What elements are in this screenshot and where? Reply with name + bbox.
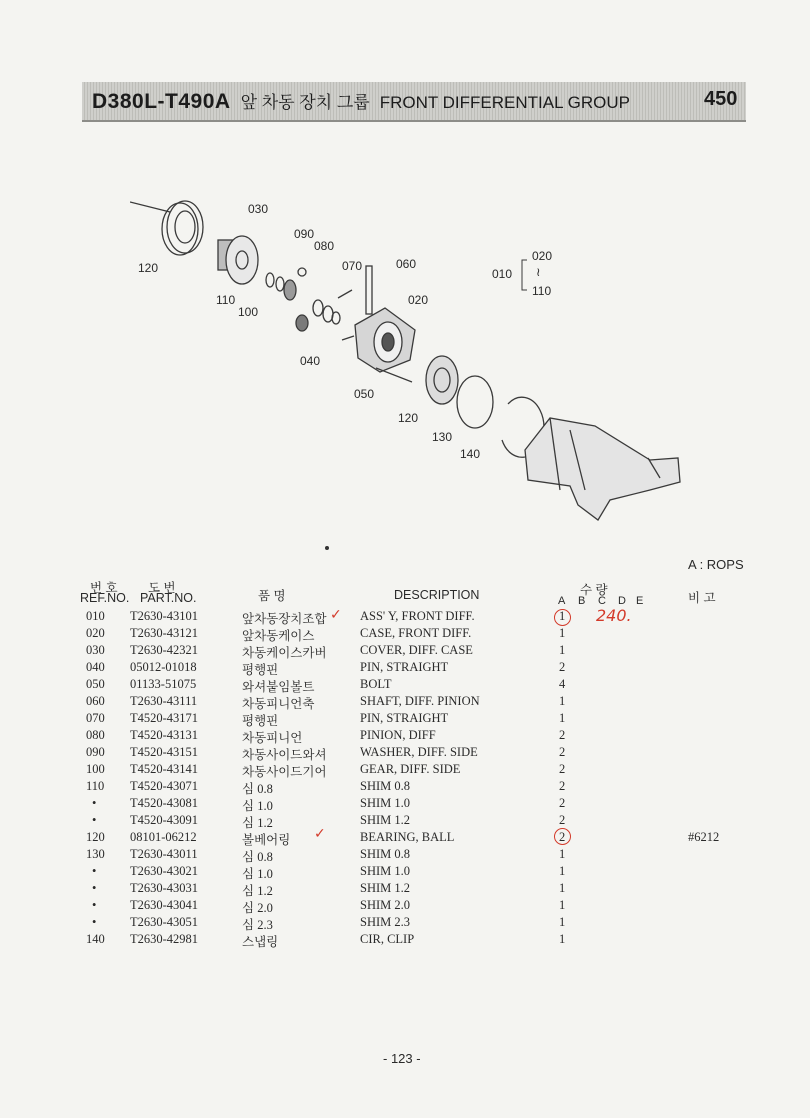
- bearing-left-drawing: [130, 201, 203, 255]
- description: SHIM 2.3: [360, 915, 411, 929]
- header-note-ko: 비 고: [688, 591, 716, 605]
- callout-120-right: 120: [398, 411, 419, 425]
- part-no: T4520-43131: [130, 728, 199, 742]
- description: PINION, DIFF: [360, 728, 436, 742]
- name-korean: 차동피니언축: [242, 697, 315, 711]
- description: BEARING, BALL: [360, 830, 455, 844]
- qty-circle-mark: [554, 828, 571, 845]
- callout-080: 080: [314, 239, 335, 253]
- part-no: T2630-43111: [130, 694, 198, 708]
- range-bracket: [522, 260, 527, 290]
- handwritten-price: 240.: [596, 606, 632, 625]
- name-korean: 심 1.2: [242, 816, 273, 830]
- check-mark-icon: ✓: [330, 607, 342, 623]
- description: SHIM 1.0: [360, 864, 411, 878]
- qty: 2: [559, 762, 566, 776]
- name-korean: 차동사이드와셔: [242, 748, 327, 762]
- name-korean: 앞차동케이스: [242, 629, 315, 643]
- qty: 1: [559, 643, 566, 657]
- header-ref-ko: 번 호: [90, 581, 118, 595]
- callout-130: 130: [432, 430, 453, 444]
- qty: 1: [559, 694, 566, 708]
- qty: 1: [559, 915, 566, 929]
- callout-060: 060: [396, 257, 417, 271]
- name-korean: 심 2.0: [242, 901, 273, 915]
- ref-no: 110: [86, 779, 105, 793]
- qty-col-b: B: [578, 595, 586, 607]
- description: SHIM 1.2: [360, 881, 411, 895]
- cover-drawing: [218, 236, 258, 284]
- range-ref: 010: [492, 267, 513, 281]
- part-no: T2630-43041: [130, 898, 199, 912]
- part-no: T4520-43081: [130, 796, 199, 810]
- name-korean: 심 1.0: [242, 867, 273, 881]
- part-no: T2630-43051: [130, 915, 199, 929]
- callout-070: 070: [342, 259, 363, 273]
- description: BOLT: [360, 677, 392, 691]
- qty: 1: [559, 711, 566, 725]
- qty: 1: [559, 881, 566, 895]
- ref-no: 090: [86, 745, 105, 759]
- callout-050: 050: [354, 387, 375, 401]
- part-no: 08101-06212: [130, 830, 197, 844]
- ref-no: 120: [86, 830, 105, 844]
- callout-120-left: 120: [138, 261, 159, 275]
- name-korean: 평행핀: [242, 714, 279, 728]
- part-no: T4520-43151: [130, 745, 199, 759]
- ref-no: •: [92, 796, 97, 810]
- speck: [325, 546, 329, 550]
- qty: 2: [559, 813, 566, 827]
- qty: 1: [559, 847, 566, 861]
- qty: 1: [559, 609, 566, 623]
- qty-col-d: D: [618, 595, 626, 607]
- qty: 4: [559, 677, 566, 691]
- part-no: T2630-43031: [130, 881, 199, 895]
- ref-no: •: [92, 864, 97, 878]
- exploded-diagram: [130, 190, 690, 530]
- description: SHIM 1.2: [360, 813, 411, 827]
- qty-col-c: C: [598, 595, 606, 607]
- model-code: D380L-T490A: [92, 90, 231, 113]
- ref-no: 060: [86, 694, 105, 708]
- ref-no: 070: [86, 711, 105, 725]
- description: WASHER, DIFF. SIDE: [360, 745, 478, 759]
- ref-no: 020: [86, 626, 105, 640]
- callout-100: 100: [238, 305, 259, 319]
- range-from: 020: [532, 249, 553, 263]
- qty-circle-mark: [554, 609, 571, 626]
- description: SHIM 0.8: [360, 779, 411, 793]
- qty: 1: [559, 898, 566, 912]
- header-part-ko: 도 번: [148, 581, 176, 595]
- header-part-en: PART.NO.: [140, 591, 197, 605]
- qty: 1: [559, 932, 566, 946]
- name-korean: 볼베어링: [242, 833, 291, 847]
- name-korean: 차동케이스카버: [242, 646, 327, 660]
- page-number: - 123 -: [383, 1051, 421, 1066]
- rops-note: A : ROPS: [688, 557, 744, 572]
- header-ref-en: REF.NO.: [80, 591, 130, 605]
- callout-110: 110: [216, 293, 236, 307]
- housing-drawing: [525, 418, 680, 520]
- ref-no: •: [92, 813, 97, 827]
- header-name-ko: 품 명: [258, 589, 286, 603]
- ref-no: 050: [86, 677, 105, 691]
- header-description: DESCRIPTION: [394, 588, 480, 602]
- name-korean: 와셔붙임볼트: [242, 680, 315, 694]
- callout-040: 040: [300, 354, 321, 368]
- description: COVER, DIFF. CASE: [360, 643, 473, 657]
- qty-col-a: A: [558, 595, 566, 607]
- part-no: T2630-42981: [130, 932, 199, 946]
- callout-030: 030: [248, 202, 269, 216]
- section-code: 450: [704, 88, 738, 110]
- ref-no: 130: [86, 847, 105, 861]
- description: PIN, STRAIGHT: [360, 711, 449, 725]
- page-title: [92, 88, 630, 114]
- qty: 2: [559, 660, 566, 674]
- check-mark-icon: ✓: [314, 826, 326, 842]
- qty: 2: [559, 745, 566, 759]
- part-no: T2630-43011: [130, 847, 198, 861]
- title-korean: 앞 차동 장치 그룹: [240, 93, 370, 112]
- note: #6212: [688, 830, 720, 844]
- qty: 2: [559, 830, 566, 844]
- name-korean: 스냅링: [242, 935, 279, 949]
- description: CASE, FRONT DIFF.: [360, 626, 472, 640]
- part-no: T2630-43121: [130, 626, 199, 640]
- part-no: T4520-43171: [130, 711, 199, 725]
- name-korean: 차동사이드기어: [242, 765, 327, 779]
- name-korean: 평행핀: [242, 663, 279, 677]
- ref-no: 100: [86, 762, 105, 776]
- case-drawing: [355, 308, 415, 372]
- description: ASS' Y, FRONT DIFF.: [360, 609, 475, 623]
- callout-140: 140: [460, 447, 481, 461]
- part-no: T4520-43091: [130, 813, 199, 827]
- part-no: T2630-42321: [130, 643, 199, 657]
- description: SHIM 1.0: [360, 796, 411, 810]
- part-no: 01133-51075: [130, 677, 197, 691]
- ref-no: 080: [86, 728, 105, 742]
- qty: 2: [559, 728, 566, 742]
- callout-090: 090: [294, 227, 315, 241]
- qty: 2: [559, 779, 566, 793]
- qty: 1: [559, 626, 566, 640]
- qty: 1: [559, 864, 566, 878]
- header-qty-ko: 수 량: [580, 583, 608, 597]
- ref-no: 010: [86, 609, 105, 623]
- ref-no: 140: [86, 932, 105, 946]
- part-no: T4520-43071: [130, 779, 199, 793]
- description: PIN, STRAIGHT: [360, 660, 449, 674]
- qty: 2: [559, 796, 566, 810]
- description: SHIM 0.8: [360, 847, 411, 861]
- callout-020: 020: [408, 293, 429, 307]
- part-no: T2630-43101: [130, 609, 199, 623]
- name-korean: 심 0.8: [242, 782, 273, 796]
- description: GEAR, DIFF. SIDE: [360, 762, 461, 776]
- part-no: 05012-01018: [130, 660, 197, 674]
- ref-no: 030: [86, 643, 105, 657]
- name-korean: 심 1.0: [242, 799, 273, 813]
- description: SHIM 2.0: [360, 898, 411, 912]
- description: CIR, CLIP: [360, 932, 415, 946]
- ref-no: •: [92, 898, 97, 912]
- name-korean: 차동피니언: [242, 731, 303, 745]
- ref-no: 040: [86, 660, 105, 674]
- range-to: 110: [532, 284, 552, 298]
- title-english: FRONT DIFFERENTIAL GROUP: [379, 93, 630, 112]
- name-korean: 심 2.3: [242, 918, 273, 932]
- part-no: T2630-43021: [130, 864, 199, 878]
- description: SHAFT, DIFF. PINION: [360, 694, 480, 708]
- range-tilde: ≀: [536, 265, 541, 279]
- ref-no: •: [92, 915, 97, 929]
- name-korean: 앞차동장치조합: [242, 612, 327, 626]
- name-korean: 심 0.8: [242, 850, 273, 864]
- qty-col-e: E: [636, 595, 644, 607]
- name-korean: 심 1.2: [242, 884, 273, 898]
- part-no: T4520-43141: [130, 762, 199, 776]
- ref-no: •: [92, 881, 97, 895]
